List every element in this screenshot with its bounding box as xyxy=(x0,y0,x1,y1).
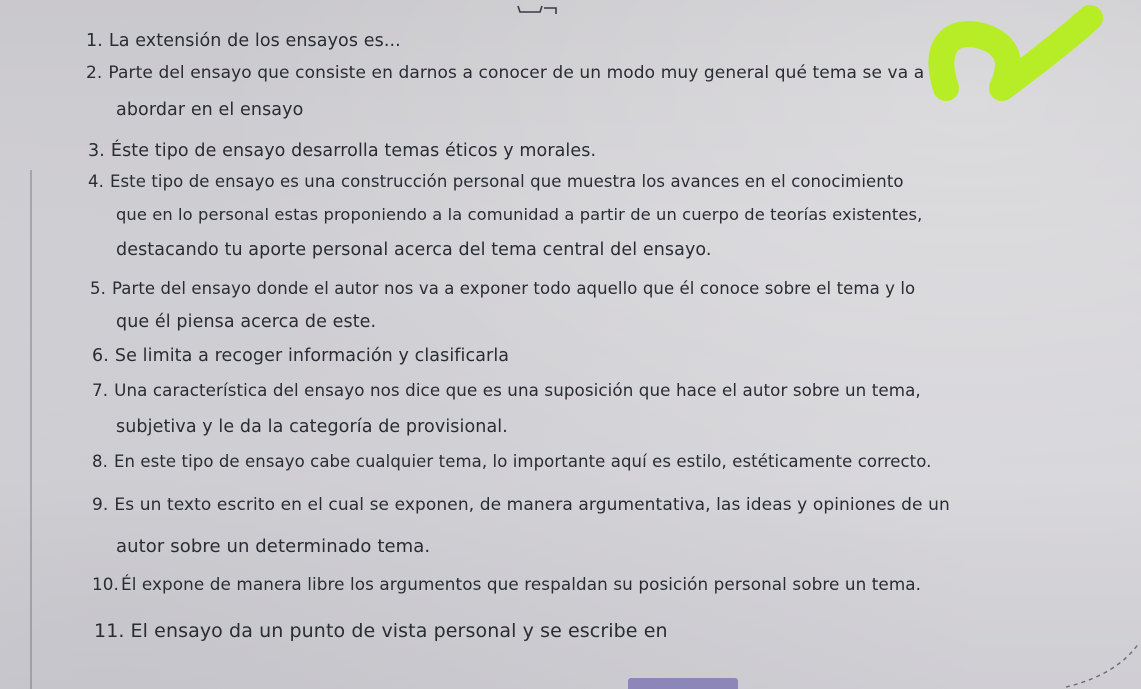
question-number: 11. xyxy=(94,620,125,642)
question-5-line-2 xyxy=(116,312,376,332)
question-text: Él expone de manera libre los argumentos que respaldan su posición personal sobre un tema. xyxy=(121,574,922,594)
question-9-line-2 xyxy=(116,536,430,557)
question-text: Se limita a recoger información y clasificarla xyxy=(114,346,510,366)
question-text: Es un texto escrito en el cual se exponen, de manera argumentativa, las ideas y opiniones de un xyxy=(114,495,950,515)
question-text: Parte del ensayo donde el autor nos va a exponer todo aquello que él conoce sobre el tema y lo xyxy=(111,279,916,298)
question-number: 9. xyxy=(92,495,109,515)
question-8 xyxy=(92,452,931,471)
question-7-line-2 xyxy=(116,417,508,437)
question-text: Una característica del ensayo nos dice que es una suposición que hace el autor sobre un tema, xyxy=(114,380,921,400)
dashed-curve xyxy=(1061,629,1141,689)
question-2 xyxy=(86,63,924,83)
question-number: 8. xyxy=(92,452,108,471)
question-text: abordar en el ensayo xyxy=(116,100,304,120)
question-number: 7. xyxy=(92,380,109,400)
question-4 xyxy=(88,172,904,191)
question-2-line-2 xyxy=(116,100,303,120)
question-4-line-2 xyxy=(116,205,922,224)
question-number: 6. xyxy=(92,346,109,366)
question-text: El ensayo da un punto de vista personal y se escribe en xyxy=(130,620,668,642)
question-text: que él piensa acerca de este. xyxy=(116,312,377,332)
question-number: 5. xyxy=(90,279,106,298)
question-text: destacando tu aporte personal acerca del tema central del ensayo. xyxy=(116,240,712,260)
question-10 xyxy=(92,574,921,594)
bottom-tab xyxy=(628,678,738,689)
question-text: Parte del ensayo que consiste en darnos a conocer de un modo muy general qué tema se va a xyxy=(108,63,925,83)
question-text: Éste tipo de ensayo desarrolla temas éticos y morales. xyxy=(110,141,597,161)
margin-line xyxy=(30,170,32,689)
question-6 xyxy=(92,346,509,366)
question-number: 2. xyxy=(86,63,103,83)
question-number: 4. xyxy=(88,172,104,191)
question-number: 3. xyxy=(88,141,105,161)
question-4-line-3 xyxy=(116,240,712,260)
question-9 xyxy=(92,495,950,515)
question-text: La extensión de los ensayos es... xyxy=(108,31,401,51)
question-text: que en lo personal estas proponiendo a la comunidad a partir de un cuerpo de teorías existentes, xyxy=(116,205,923,224)
question-11 xyxy=(94,620,668,642)
question-text: En este tipo de ensayo cabe cualquier tema, lo importante aquí es estilo, estéticamente correcto. xyxy=(113,452,932,471)
question-text: autor sobre un determinado tema. xyxy=(116,536,431,557)
question-7 xyxy=(92,380,921,400)
question-number: 1. xyxy=(86,31,103,51)
question-1 xyxy=(86,31,401,51)
question-text: Este tipo de ensayo es una construcción personal que muestra los avances en el conocimiento xyxy=(109,172,904,191)
question-3 xyxy=(88,141,596,161)
question-text: subjetiva y le da la categoría de provisional. xyxy=(116,417,508,437)
question-5 xyxy=(90,279,915,298)
question-number: 10. xyxy=(92,574,119,594)
